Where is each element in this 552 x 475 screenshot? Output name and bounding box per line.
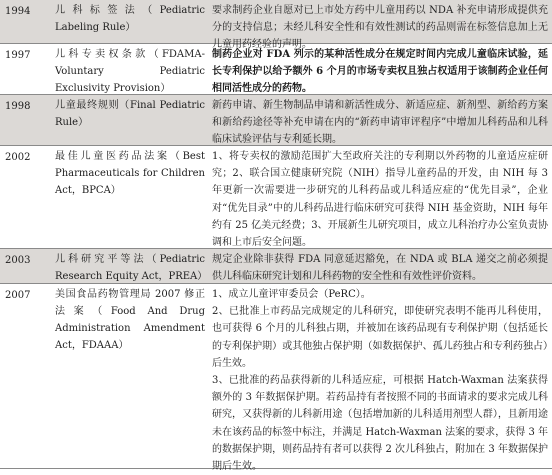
law-cell: 儿科专卖权条款（FDAMA-Voluntary Pediatric Exclusivity Provision） bbox=[55, 49, 205, 94]
law-cell: 美国食品药物管理局 2007 修正法案（Food And Drug Administration Amendment Act，FDAAA） bbox=[55, 289, 205, 351]
table-row bbox=[0, 95, 552, 146]
table-row bbox=[0, 284, 552, 473]
description-cell bbox=[212, 148, 548, 251]
year-cell: 2007 bbox=[5, 290, 31, 301]
table-row bbox=[0, 0, 552, 51]
law-cell: 儿童最终规则（Final Pediatric Rule） bbox=[55, 100, 205, 128]
table-row bbox=[0, 249, 552, 284]
law-cell: 最佳儿童医药品法案（Best Pharmaceuticals for Children Act，BPCA） bbox=[55, 151, 205, 196]
description-cell bbox=[212, 46, 548, 98]
description-paragraph-3: 3、已批准的药品获得新的儿科适应症，可根据 Hatch-Waxman 法案获得额外的 3 年数据保护期。若药品持有者按照不同的书面请求的要求完成儿科研究，又获得新的儿科新用途（包括增加新的儿科适用剂型人群），且新用途未在该药品的标签中标注，并满足 Hatch-Waxman 法案的要求，获得 3 年的数据保护期，则药品持有者可以获得 2 次儿科独占，附加在 3 年数据保护期后生效。 bbox=[212, 375, 548, 473]
year-cell: 1994 bbox=[5, 6, 31, 17]
description-cell bbox=[212, 97, 548, 149]
description-cell bbox=[212, 251, 548, 285]
description-paragraph-2: 2、已批准上市药品完成规定的儿科研究，即使研究表明不能再儿科使用，也可获得 6 个月的儿科独占期，并被加在该药品现有专利保护期（包括延长的专利保护期）或其他独占保护期（如数据保护、孤儿药独占和专利药独占）后生效。 bbox=[212, 306, 548, 369]
table-row bbox=[0, 146, 552, 249]
description-text: 1、将专卖权的激励范围扩大至政府关注的专利期以外药物的儿童适应症研究；2、联合国立健康研究院（NIH）指导儿童药品的开发，由 NIH 每 3 年更新一次需要进一步研究的儿科药品或儿科适应症的“优先目录”，企业对“优先目录”中的儿科药品进行临床研究可获得 NIH 基金资助，NIH 每年约有 25 亿美元经费；3、开展新生儿研究项目，成立儿科治疗办公室负责协调和上市后安全问题。 bbox=[212, 151, 548, 249]
year-cell: 2003 bbox=[5, 255, 31, 266]
year-cell: 1998 bbox=[5, 101, 31, 112]
description-text: 新药申请、新生物制品申请和新活性成分、新适应症、新剂型、新给药方案和新给药途径等补充申请在内的“新药申请审评程序”中增加儿科药品和儿科临床试验评估与专利延长期。 bbox=[212, 100, 548, 146]
description-text: 制药企业对 FDA 列示的某种活性成分在规定时间内完成儿童临床试验，延长专利保护以给予额外 6 个月的市场专卖权且独占权适用于该制药企业任何相同活性成分的药物。 bbox=[212, 49, 548, 95]
description-text: 规定企业除非获得 FDA 同意延迟豁免，在 NDA 或 BLA 递交之前必须提供儿科临床研究计划和儿科药物的安全性和有效性评价资料。 bbox=[212, 254, 548, 283]
description-paragraph-1: 1、成立儿童评审委员会（PeRC）。 bbox=[212, 289, 371, 300]
law-cell: 儿科标签法（Pediatric Labeling Rule） bbox=[55, 5, 205, 33]
law-cell: 儿科研究平等法（Pediatric Research Equity Act，PREA） bbox=[55, 254, 208, 282]
description-cell bbox=[212, 286, 548, 475]
year-cell: 2002 bbox=[5, 152, 31, 163]
description-text: 要求制药企业自愿对已上市处方药中儿童用药以 NDA 补充申请形成提供充分的支持信息；未经儿科安全性和有效性测试的药品则需在标签信息加上无儿童用药经验的声明。 bbox=[212, 5, 548, 51]
year-cell: 1997 bbox=[5, 50, 31, 61]
table-row bbox=[0, 44, 552, 95]
